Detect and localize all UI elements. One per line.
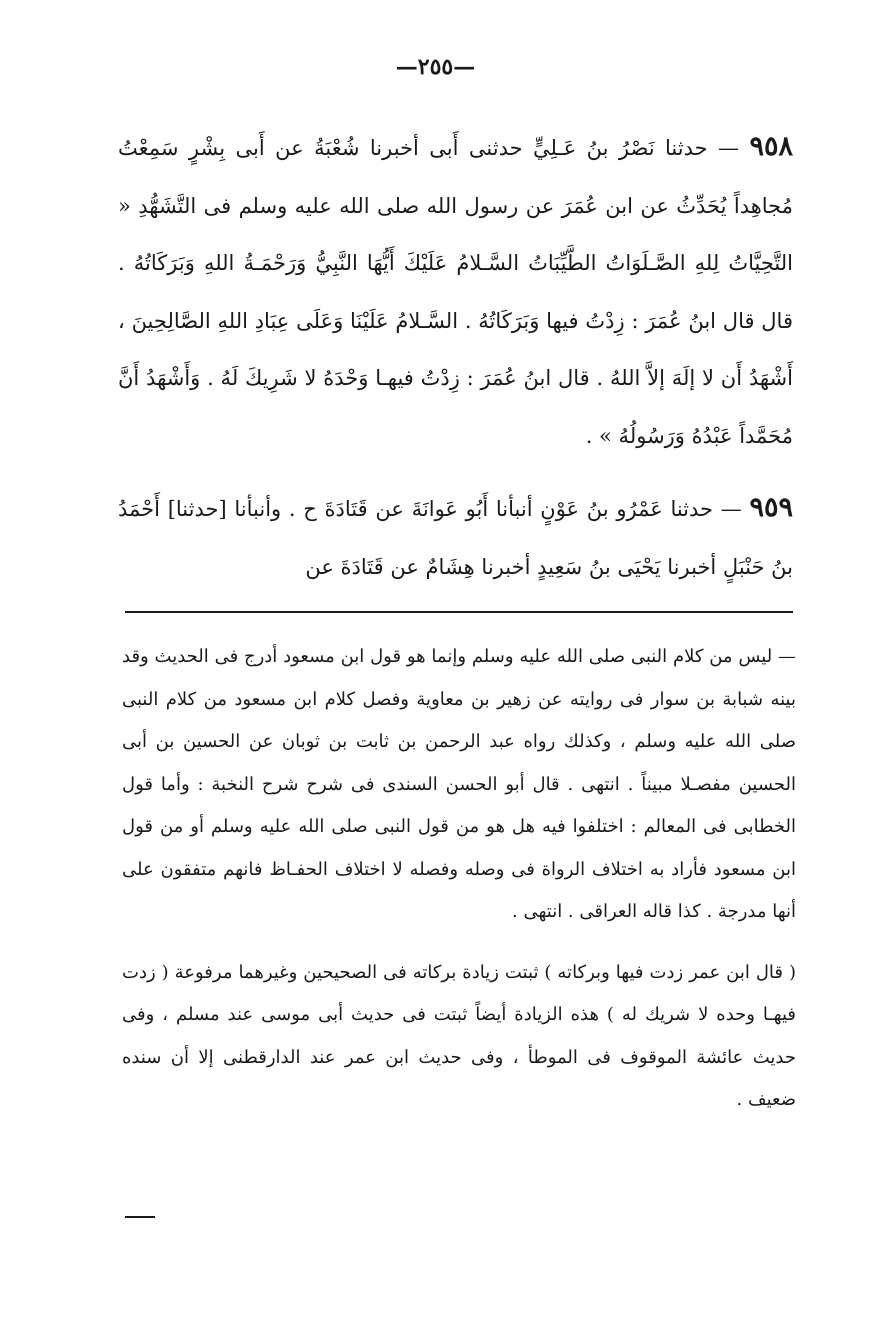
footnote-paragraph: — ليس من كلام النبى صلى الله عليه وسلم وإنما هو قول ابن مسعود أدرج فى الحديث وقد بينه شبابة بن سوار فى روايته عن زهير بن معاوية وفصل كلام ابن مسعود من كلام النبى صلى الله عليه وسلم ، وكذلك رواه عبد الرحمن بن ثابت بن ثوبان عن الحسين بن أبى الحسين مفصـلا مبيناً . انتهى . قال أبو الحسن السندى فى شرح شرح النخبة : وأما قول الخطابى فى المعالم : اختلفوا فيه هل هو من قول النبى صلى الله عليه وسلم أو من قول ابن مسعود فأراد به اختلاف الرواة فى وصله وفصله لا اختلاف الحفـاظ فانهم متفقون على أنها مدرجة . كذا قاله العراقى . انتهى . xyxy=(122,646,796,922)
continuation-dash xyxy=(125,1216,155,1218)
hadith-text: — حدثنا عَمْرُو بنُ عَوْنٍ أنبأنا أَبُو عَوانَةَ عن قَتَادَةَ ح . وأنبأنا [حدثنا] أَحْمَدُ بنُ حَنْبَلٍ أخبرنا يَحْيَى بنُ سَعِيدٍ أخبرنا هِشَامٌ عن قَتَادَةَ عن xyxy=(118,497,793,579)
page-number: —٢٥٥— xyxy=(395,54,476,80)
footnote-paragraph: ( قال ابن عمر زدت فيها وبركاته ) ثبتت زيادة بركاته فى الصحيحين وغيرهما مرفوعة ( زدت فيهـا وحده لا شريك له ) هذه الزيادة أيضاً ثبتت فى حديث أبى موسى عند مسلم ، وفى حديث عائشة الموقوف فى الموطأ ، وفى حديث ابن عمر عند الدارقطنى إلا أن سنده ضعيف . xyxy=(122,961,797,1110)
hadith-text: — حدثنا نَصْرُ بنُ عَـلِيٍّ حدثنى أَبى أخبرنا شُعْبَةُ عن أَبى بِشْرٍ سَمِعْتُ مُجاهِداً يُحَدِّثُ عن ابن عُمَرَ عن رسول الله صلى الله عليه وسلم فى التَّشَهُّدِ « التَّحِيَّاتُ لِلهِ الصَّـلَوَاتُ الطَّيِّبَاتُ السَّـلامُ عَلَيْكَ أَيُّهَا النَّبِيُّ وَرَحْمَـةُ اللهِ وَبَرَكَاتُهُ . قال قال ابنُ عُمَرَ : زِدْتُ فيها وَبَرَكَاتُهُ . السَّـلامُ عَلَيْنَا وَعَلَى عِبَادِ اللهِ الصَّالِحِينَ ، أَشْهَدُ أَن لا إلَهَ إلاَّ اللهُ . قال ابنُ عُمَرَ : زِدْتُ فيهـا وَحْدَهُ لا شَرِيكَ لَهُ . وَأَشْهَدُ أَنَّ مُحَمَّداً عَبْدُهُ وَرَسُولُهُ » . xyxy=(118,136,793,448)
hadith-959 xyxy=(118,479,793,596)
footnotes xyxy=(122,636,796,1122)
hadith-main-text xyxy=(118,118,793,596)
hadith-958 xyxy=(118,118,793,465)
hadith-number: ٩٥٨ xyxy=(749,131,793,162)
hadith-number: ٩٥٩ xyxy=(749,492,793,523)
footnote-separator xyxy=(125,611,793,613)
